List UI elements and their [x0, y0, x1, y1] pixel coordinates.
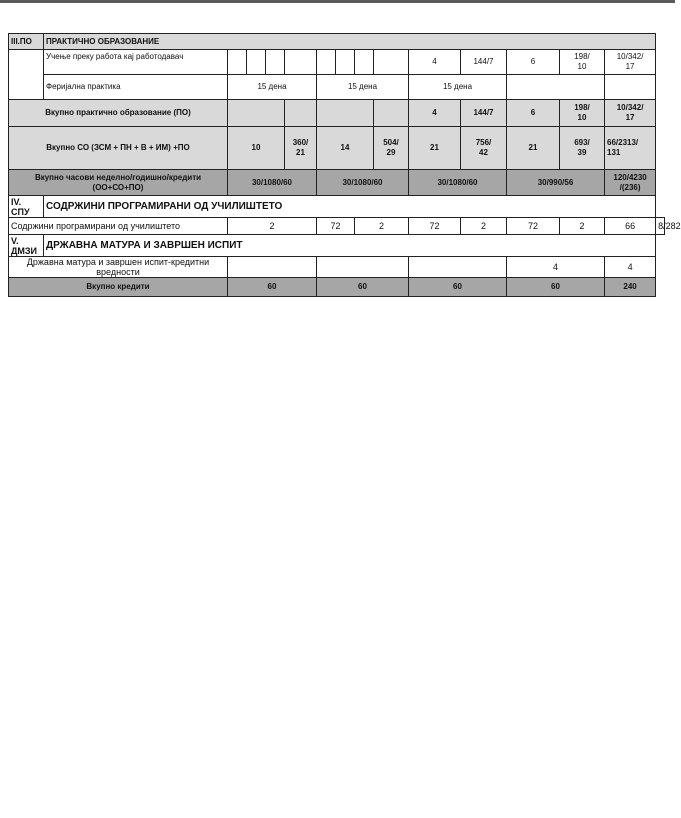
- cell-y2: 15 дена: [317, 75, 409, 100]
- cell-y2-b: 72: [409, 218, 461, 235]
- cell-y1: 60: [228, 278, 317, 297]
- row-label: Државна матура и завршен испит-кредитни вредности: [9, 257, 228, 278]
- section-title: ПРАКТИЧНО ОБРАЗОВАНИЕ: [44, 34, 656, 50]
- so-total-row: [9, 127, 665, 170]
- cell-total: 240: [605, 278, 656, 297]
- cell-y4-b: 693/ 39: [560, 127, 605, 170]
- cell-y3-b: 144/7: [461, 50, 507, 75]
- table-row: [9, 50, 665, 75]
- cell-y1-a: 2: [228, 218, 317, 235]
- table-row: [9, 218, 665, 235]
- cell-y3: 15 дена: [409, 75, 507, 100]
- section-code: IV. СПУ: [9, 196, 44, 218]
- cell-y3-b: 144/7: [461, 100, 507, 127]
- cell-y2-a: 2: [355, 218, 409, 235]
- cell-y1-a: 10: [228, 127, 285, 170]
- row-code-cell: [9, 50, 44, 100]
- cell-y2-a: 14: [317, 127, 374, 170]
- cell-y1: 15 дена: [228, 75, 317, 100]
- cell-y4-a: 21: [507, 127, 560, 170]
- credits-total-row: [9, 278, 665, 297]
- cell-y3-b: 72: [507, 218, 560, 235]
- section-4-header-row: [9, 196, 665, 218]
- cell-total: 66/2313/ 131: [605, 127, 656, 170]
- cell-y1-b: 360/ 21: [285, 127, 317, 170]
- cell-y3-a: 4: [409, 100, 461, 127]
- cell-y3: 30/1080/60: [409, 170, 507, 196]
- cell-y4-b: 66: [605, 218, 656, 235]
- cell-y4-a: 6: [507, 100, 560, 127]
- section-title: СОДРЖИНИ ПРОГРАМИРАНИ ОД УЧИЛИШТЕТО: [44, 196, 656, 218]
- cell-y3-a: 21: [409, 127, 461, 170]
- cell-y1: 30/1080/60: [228, 170, 317, 196]
- row-label: Учење преку работа кај работодавач: [44, 50, 228, 75]
- cell-y4: 30/990/56: [507, 170, 605, 196]
- cell-total: 8/282: [656, 218, 665, 235]
- row-label: Вкупно кредити: [9, 278, 228, 297]
- table-row: [9, 257, 665, 278]
- section-3-header-row: [9, 34, 665, 50]
- table-row: [9, 75, 665, 100]
- summary-row: [9, 100, 665, 127]
- cell-total: 120/4230 /(236): [605, 170, 656, 196]
- row-label: Вкупно часови неделно/годишно/кредити (ОО+СО+ПО): [9, 170, 228, 196]
- cell-y4-a: 2: [560, 218, 605, 235]
- row-label: Феријална практика: [44, 75, 228, 100]
- cell-y4-b: 198/ 10: [560, 50, 605, 75]
- cell-y2: 60: [317, 278, 409, 297]
- cell-y3-a: 2: [461, 218, 507, 235]
- cell-y2: 30/1080/60: [317, 170, 409, 196]
- section-code: III.ПО: [9, 34, 44, 50]
- row-label: Вкупно практично образование (ПО): [9, 100, 228, 127]
- section-5-header-row: [9, 235, 665, 257]
- cell-y3: 60: [409, 278, 507, 297]
- section-title: ДРЖАВНА МАТУРА И ЗАВРШЕН ИСПИТ: [44, 235, 656, 257]
- cell-y4-b: 198/ 10: [560, 100, 605, 127]
- cell-y3-b: 756/ 42: [461, 127, 507, 170]
- cell-total: 4: [605, 257, 656, 278]
- cell-y4: 60: [507, 278, 605, 297]
- cell-y4-a: 6: [507, 50, 560, 75]
- cell-y3-a: 4: [409, 50, 461, 75]
- row-label: Вкупно СО (ЗСМ + ПН + В + ИМ) +ПО: [9, 127, 228, 170]
- top-border: [0, 0, 675, 3]
- curriculum-table: [8, 33, 681, 297]
- cell-y1-b: 72: [317, 218, 355, 235]
- cell-y4: 4: [507, 257, 605, 278]
- cell-y4: [507, 75, 605, 100]
- section-code: V. ДМЗИ: [9, 235, 44, 257]
- weekly-total-row: [9, 170, 665, 196]
- cell-total: 10/342/ 17: [605, 100, 656, 127]
- row-label: Содржини програмирани од училиштето: [9, 218, 228, 235]
- cell-total: 10/342/ 17: [605, 50, 656, 75]
- cell-y2-b: 504/ 29: [374, 127, 409, 170]
- cell-total: [605, 75, 656, 100]
